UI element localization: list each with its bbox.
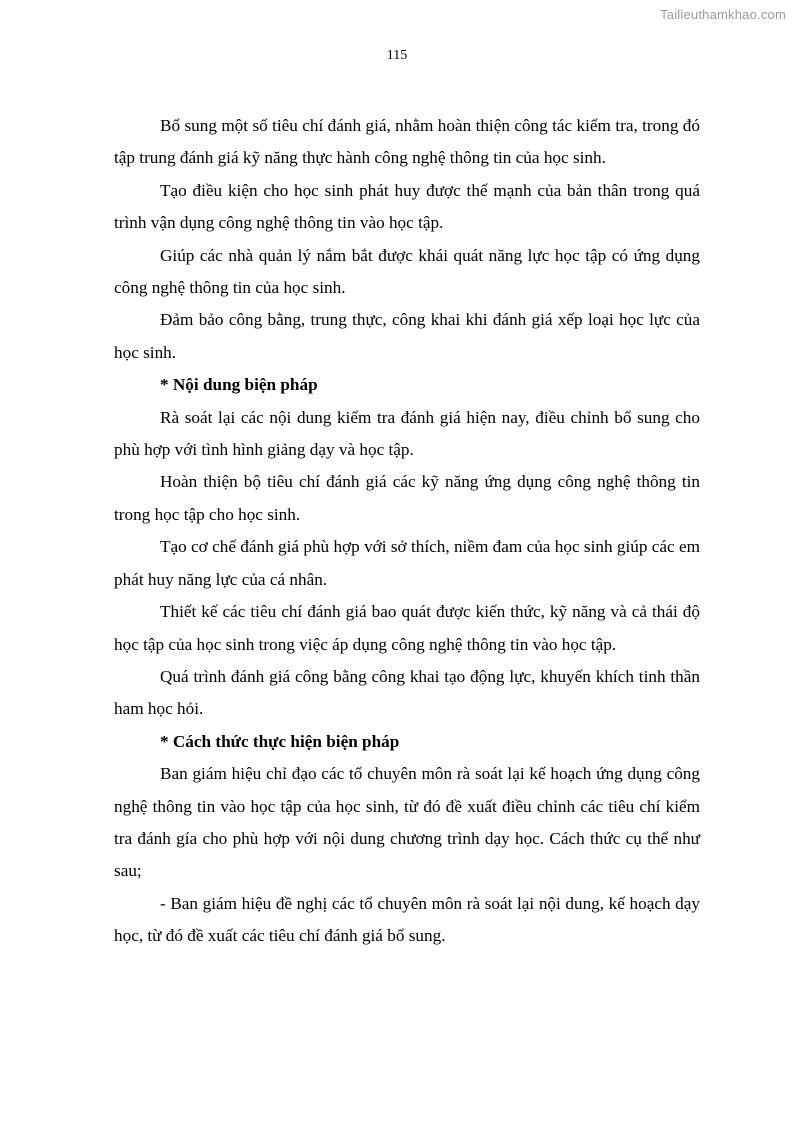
- paragraph-board-proposal: - Ban giám hiệu đề nghị các tổ chuyên môn rà soát lại nội dung, kế hoạch dạy học, từ đó đề xuất các tiêu chí đánh giá bổ sung.: [114, 893, 700, 946]
- paragraph-fair-process: Quá trình đánh giá công bằng công khai tạo động lực, khuyến khích tinh thần ham học hỏi.: [114, 666, 700, 719]
- paragraph-student-strengths: Tạo điều kiện cho học sinh phát huy được thế mạnh của bản thân trong quá trình vận dụng công nghệ thông tin vào học tập.: [114, 180, 700, 233]
- section-heading-implementation: * Cách thức thực hiện biện pháp: [160, 731, 400, 751]
- paragraph-managers-overview: Giúp các nhà quản lý nắm bắt được khái quát năng lực học tập có ứng dụng công nghệ thông tin của học sinh.: [114, 245, 700, 298]
- paragraph-review-content: Rà soát lại các nội dung kiểm tra đánh giá hiện nay, điều chỉnh bổ sung cho phù hợp với tình hình giảng dạy và học tập.: [114, 407, 700, 460]
- section-heading-content: * Nội dung biện pháp: [160, 375, 318, 395]
- page-body: [114, 110, 700, 953]
- paragraph-criteria-supplement: Bổ sung một số tiêu chí đánh giá, nhằm hoàn thiện công tác kiểm tra, trong đó tập trung đánh giá kỹ năng thực hành công nghệ thông tin của học sinh.: [114, 116, 700, 168]
- paragraph-board-direction: Ban giám hiệu chỉ đạo các tổ chuyên môn rà soát lại kế hoạch ứng dụng công nghệ thông tin vào học tập của học sinh, từ đó đề xuất điều chỉnh các tiêu chí kiểm tra đánh gía cho phù hợp với nội dung chương trình dạy học. Cách thức cụ thể như sau;: [114, 764, 700, 881]
- paragraph-complete-criteria: Hoàn thiện bộ tiêu chí đánh giá các kỹ năng ứng dụng công nghệ thông tin trong học tập cho học sinh.: [114, 472, 700, 524]
- paragraph-fairness: Đảm bảo công bằng, trung thực, công khai khi đánh giá xếp loại học lực của học sinh.: [114, 310, 700, 362]
- paragraph-assessment-mechanism: Tạo cơ chế đánh giá phù hợp với sở thích, niềm đam của học sinh giúp các em phát huy năng lực của cá nhân.: [114, 537, 700, 589]
- page-number: 115: [386, 48, 408, 63]
- paragraph-design-criteria: Thiết kế các tiêu chí đánh giá bao quát được kiến thức, kỹ năng và cả thái độ học tập của học sinh trong việc áp dụng công nghệ thông tin vào học tập.: [114, 602, 700, 654]
- watermark-text: Tailieuthamkhao.com: [660, 7, 786, 22]
